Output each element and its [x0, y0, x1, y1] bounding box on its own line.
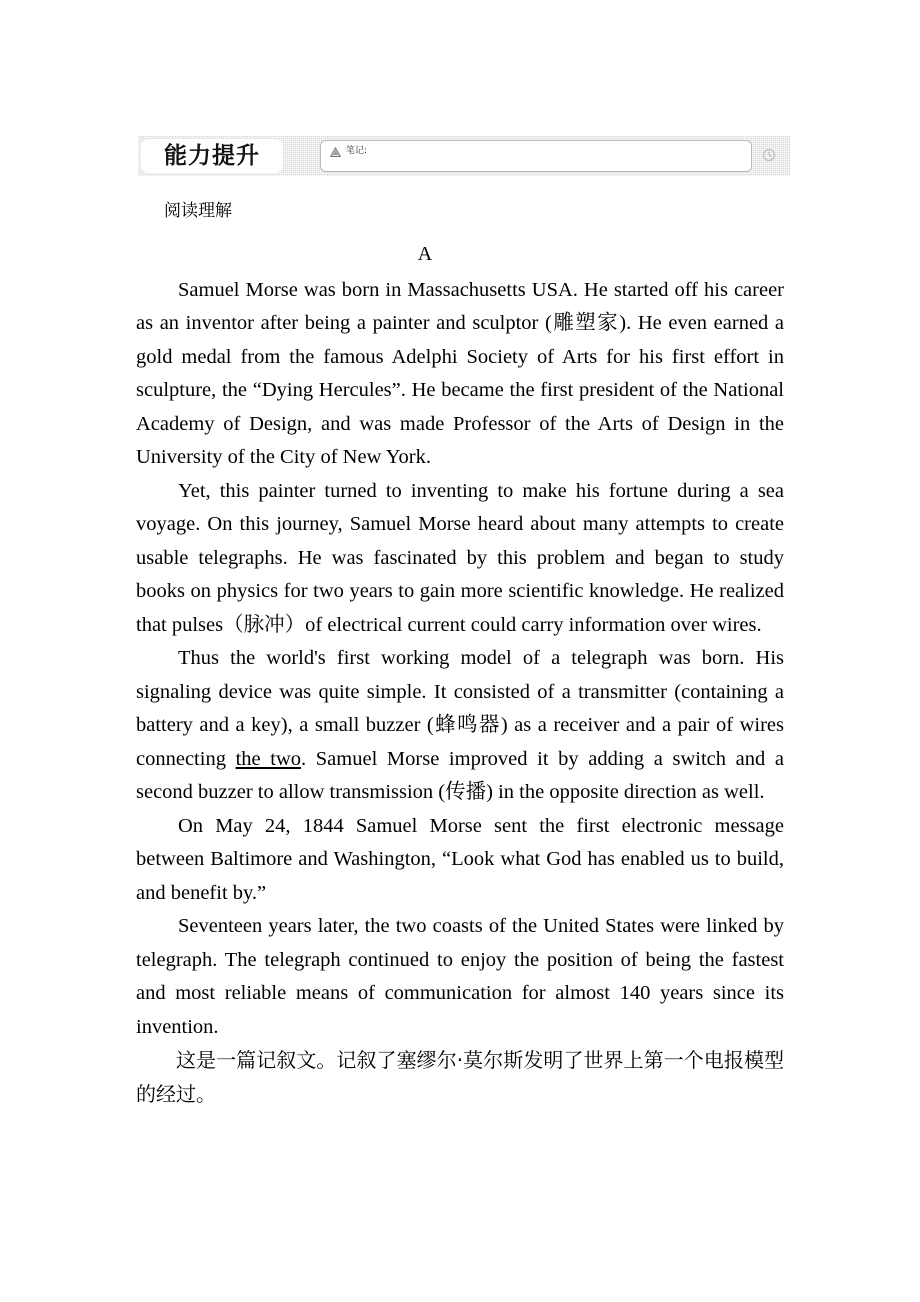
section-title-label: 能力提升 — [164, 142, 260, 169]
note-input-box[interactable] — [320, 140, 752, 172]
paragraph-5: Seventeen years later, the two coasts of the United States were linked by telegraph. The telegraph continued to enjoy the position of being the fastest and most reliable means of communication for almost 140 years since its invention. — [136, 915, 784, 1038]
paragraph-3 — [136, 642, 784, 810]
underlined-phrase-the-two: the two — [235, 747, 302, 770]
reading-comprehension-heading: 阅读理解 — [164, 201, 232, 221]
paragraph-1: Samuel Morse was born in Massachusetts USA. He started off his career as an inventor after being a painter and sculptor (雕塑家). He even earned a gold medal from the famous Adelphi Society of Arts for his first effort in sculpture, the “Dying Hercules”. He became the first president of the National Academy of Design, and was made Professor of the Arts of Design in the University of the City of New York. — [136, 278, 784, 469]
section-header-band — [138, 136, 790, 176]
clock-icon[interactable] — [762, 148, 776, 162]
paragraph-2: Yet, this painter turned to inventing to make his fortune during a sea voyage. On this journey, Samuel Morse heard about many attempts to create usable telegraphs. He was fascinated by this problem and began to study books on physics for two years to gain more scientific knowledge. He realized that pulses（脉冲）of electrical current could carry information over wires. — [136, 479, 784, 636]
recycle-triangle-icon — [329, 146, 342, 158]
paragraph-6-chinese-summary: 这是一篇记叙文。记叙了塞缪尔·莫尔斯发明了世界上第一个电报模型的经过。 — [136, 1048, 784, 1106]
passage-label-a: A — [417, 242, 433, 265]
paragraph-3-part-1: Thus the world's first working model of a telegraph was born. His signaling device was quite simple. It consisted of a transmitter (containing a battery and a key), a small buzzer (蜂鸣器) as a receiver and a pair of wires connecting — [136, 647, 784, 770]
note-label: 笔记: — [346, 146, 368, 156]
paragraph-4: On May 24, 1844 Samuel Morse sent the first electronic message between Baltimore and Washington, “Look what God has enabled us to build, and benefit by.” — [136, 814, 784, 904]
section-title-chip — [141, 139, 283, 173]
paragraph-3-part-2: . Samuel Morse improved it by adding a switch and a second buzzer to allow transmission (传播) in the opposite direction as well. — [136, 747, 784, 804]
passage-content — [136, 200, 784, 1111]
